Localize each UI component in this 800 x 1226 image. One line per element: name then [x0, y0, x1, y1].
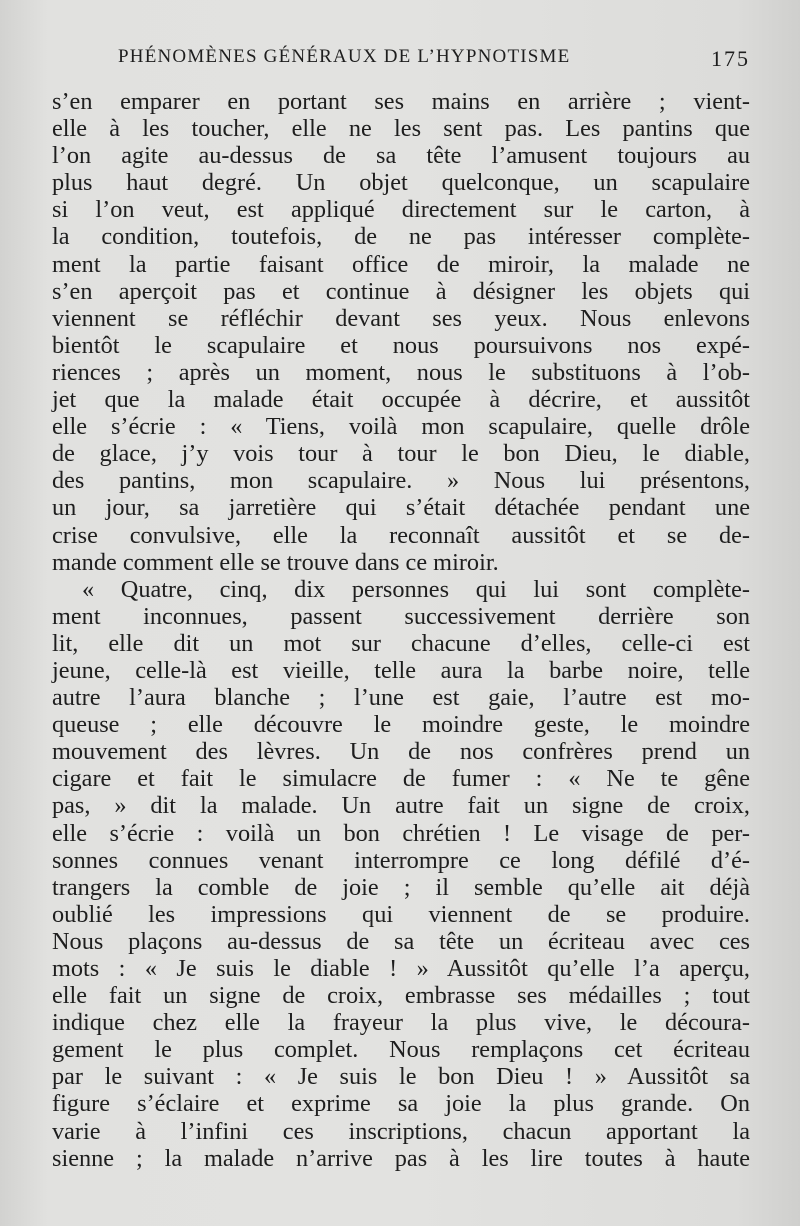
text-line: par le suivant : « Je suis le bon Dieu ! » Aussitôt sa	[52, 1063, 750, 1091]
body-text	[52, 88, 750, 1172]
text-line: s’en aperçoit pas et continue à désigner les objets qui	[52, 277, 750, 305]
text-line: autre l’aura blanche ; l’une est gaie, l’autre est mo-	[52, 684, 750, 712]
text-line: l’on agite au-dessus de sa tête l’amusent toujours au	[52, 142, 750, 170]
text-line: elle à les toucher, elle ne les sent pas. Les pantins que	[52, 115, 750, 143]
text-line: jet que la malade était occupée à décrire, et aussitôt	[52, 386, 750, 414]
page-number: 175	[711, 46, 750, 71]
text-line: elle s’écrie : voilà un bon chrétien ! Le visage de per-	[52, 819, 750, 847]
text-line: ment inconnues, passent successivement derrière son	[52, 602, 750, 630]
text-line: sienne ; la malade n’arrive pas à les lire toutes à haute	[52, 1144, 750, 1172]
text-line: pas, » dit la malade. Un autre fait un signe de croix,	[52, 792, 750, 820]
running-title: PHÉNOMÈNES GÉNÉRAUX DE L’HYPNOTISME	[118, 46, 571, 67]
paragraph-start-line: « Quatre, cinq, dix personnes qui lui sont complète-	[82, 575, 750, 603]
text-line: un jour, sa jarretière qui s’était détachée pendant une	[52, 494, 750, 522]
text-line: trangers la comble de joie ; il semble qu’elle ait déjà	[52, 873, 750, 901]
text-line: queuse ; elle découvre le moindre geste, le moindre	[52, 711, 750, 739]
paragraph-end-line: mande comment elle se trouve dans ce miroir.	[52, 548, 499, 576]
text-line: sonnes connues venant interrompre ce long défilé d’é-	[52, 846, 750, 874]
text-line: crise convulsive, elle la reconnaît aussitôt et se de-	[52, 521, 750, 549]
text-line: varie à l’infini ces inscriptions, chacun apportant la	[52, 1117, 750, 1145]
text-line: ment la partie faisant office de miroir, la malade ne	[52, 250, 750, 278]
text-line: des pantins, mon scapulaire. » Nous lui présentons,	[52, 467, 750, 495]
running-head	[118, 46, 758, 76]
text-line: s’en emparer en portant ses mains en arrière ; vient-	[52, 88, 750, 115]
text-line: viennent se réfléchir devant ses yeux. Nous enlevons	[52, 304, 750, 332]
text-line: gement le plus complet. Nous remplaçons cet écriteau	[52, 1036, 750, 1064]
text-line: Nous plaçons au-dessus de sa tête un écriteau avec ces	[52, 927, 750, 955]
text-line: figure s’éclaire et exprime sa joie la plus grande. On	[52, 1090, 750, 1118]
text-line: oublié les impressions qui viennent de se produire.	[52, 900, 750, 928]
text-line: mots : « Je suis le diable ! » Aussitôt qu’elle l’a aperçu,	[52, 955, 750, 982]
text-line: elle fait un signe de croix, embrasse ses médailles ; tout	[52, 982, 750, 1010]
text-line: elle s’écrie : « Tiens, voilà mon scapulaire, quelle drôle	[52, 413, 750, 441]
text-line: plus haut degré. Un objet quelconque, un scapulaire	[52, 169, 750, 197]
text-line: mouvement des lèvres. Un de nos confrères prend un	[52, 738, 750, 766]
text-line: riences ; après un moment, nous le substituons à l’ob-	[52, 358, 750, 386]
text-line: de glace, j’y vois tour à tour le bon Dieu, le diable,	[52, 440, 750, 468]
text-line: lit, elle dit un mot sur chacune d’elles, celle-ci est	[52, 629, 750, 657]
text-line: si l’on veut, est appliqué directement sur le carton, à	[52, 196, 750, 224]
text-line: jeune, celle-là est vieille, telle aura la barbe noire, telle	[52, 656, 750, 684]
text-line: la condition, toutefois, de ne pas intéresser complète-	[52, 223, 750, 251]
text-line: cigare et fait le simulacre de fumer : « Ne te gêne	[52, 765, 750, 793]
text-line: indique chez elle la frayeur la plus vive, le découra-	[52, 1009, 750, 1037]
text-line: bientôt le scapulaire et nous poursuivons nos expé-	[52, 331, 750, 359]
